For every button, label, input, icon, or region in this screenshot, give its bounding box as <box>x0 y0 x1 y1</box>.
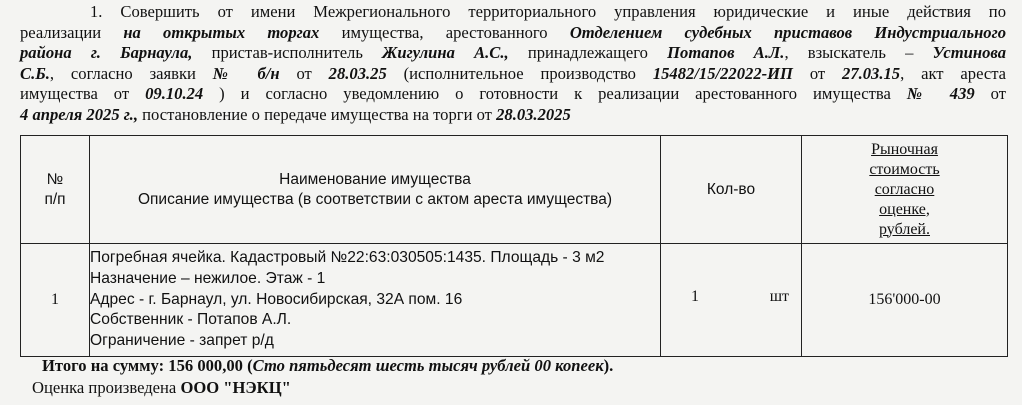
text: рублей. <box>879 220 930 238</box>
text: Описание имущества (в соответствии с актом ареста имущества) <box>137 190 613 208</box>
text: , акт ареста <box>900 63 1007 83</box>
row-quantity <box>661 244 802 357</box>
total-in-words: Сто пятьдесят шесть тысяч рублей 00 копеек <box>252 356 604 375</box>
text: п/п <box>44 190 66 208</box>
text: реализации <box>20 22 102 42</box>
owner-name: Потапов А.Л. <box>667 43 785 63</box>
bailiff-name: Жигулина А.С., <box>382 43 509 63</box>
paragraph-line-3 <box>20 43 1006 64</box>
text: принадлежащего <box>527 43 648 63</box>
paragraph-line-4 <box>20 64 1006 85</box>
text: от <box>296 63 312 83</box>
text: 1. Совершить от имени Межрегионального территориального управления юридические и иные действия по <box>90 2 1006 21</box>
text: постановление о передаче имущества на торги от <box>142 104 492 124</box>
text: от <box>809 63 826 83</box>
total-amount <box>42 356 613 376</box>
arrest-date: 09.10.24 <box>145 84 204 104</box>
property-table <box>20 135 1008 357</box>
assessor-org: ООО "НЭКЦ" <box>180 378 291 397</box>
text: Итого на сумму: 156 000,00 ( <box>42 356 253 375</box>
text: имущества от <box>20 84 130 104</box>
notice-number: № 439 <box>906 84 975 104</box>
text: , согласно заявки <box>49 63 196 83</box>
description-line: Ограничение - запрет р/д <box>90 332 274 350</box>
case-date: 27.03.15 <box>842 63 901 83</box>
quantity-unit: шт <box>769 288 789 305</box>
paragraph-line-5 <box>20 84 1006 105</box>
header-value <box>802 136 1008 244</box>
resolution-date: 28.03.2025 <box>496 104 571 124</box>
text: оценке, <box>879 200 930 218</box>
paragraph-line-2 <box>20 23 1006 44</box>
text: стоимость <box>869 160 940 178</box>
description-line: Назначение – нежилое. Этаж - 1 <box>90 269 326 287</box>
paragraph-line-1 <box>20 2 1006 23</box>
text: ). <box>603 356 614 375</box>
assignment-paragraph <box>20 2 1006 126</box>
case-number: 15482/15/22022-ИП <box>652 63 793 83</box>
text: Наименование имущества <box>279 170 471 188</box>
description-line: Адрес - г. Барнаул, ул. Новосибирская, 32А пом. 16 <box>90 290 463 308</box>
text: № <box>46 170 64 188</box>
bailiff-department-cont: района г. Барнаула, <box>20 43 193 63</box>
text: от <box>990 84 1006 104</box>
text: (исполнительное производство <box>403 63 636 83</box>
header-quantity: Кол-во <box>661 136 802 244</box>
claimant-name: Устинова <box>932 43 1006 63</box>
table-row <box>21 244 1008 357</box>
auction-type: на открытых торгах <box>123 22 320 42</box>
text: пристав-исполнитель <box>211 43 363 63</box>
request-number: № б/н <box>212 63 280 83</box>
description-line: Собственник - Потапов А.Л. <box>90 311 292 329</box>
notice-date: 4 апреля 2025 г., <box>20 104 138 124</box>
text: Рыночная <box>871 140 938 158</box>
row-price: 156'000-00 <box>802 244 1008 357</box>
row-number: 1 <box>21 244 90 357</box>
request-date: 28.03.25 <box>328 63 387 83</box>
description-line: Погребная ячейка. Кадастровый №22:63:030505:1435. Площадь - 3 м2 <box>90 249 605 266</box>
text: Оценка произведена <box>32 378 177 397</box>
row-description <box>90 244 661 357</box>
table-header-row <box>21 136 1008 244</box>
bailiff-department: Отделением судебных приставов Индустриального <box>569 22 1006 42</box>
paragraph-line-6 <box>20 105 1006 126</box>
header-number <box>21 136 90 244</box>
assessment-line <box>32 378 291 398</box>
text: , взыскатель – <box>784 43 914 63</box>
claimant-initials: С.Б. <box>20 63 50 83</box>
text: имущества, арестованного <box>341 22 548 42</box>
text: ) и согласно уведомлению о готовности к реализации арестованного имущества <box>219 84 891 104</box>
text: согласно <box>874 180 935 198</box>
quantity-value: 1 <box>691 288 699 305</box>
header-name <box>90 136 661 244</box>
